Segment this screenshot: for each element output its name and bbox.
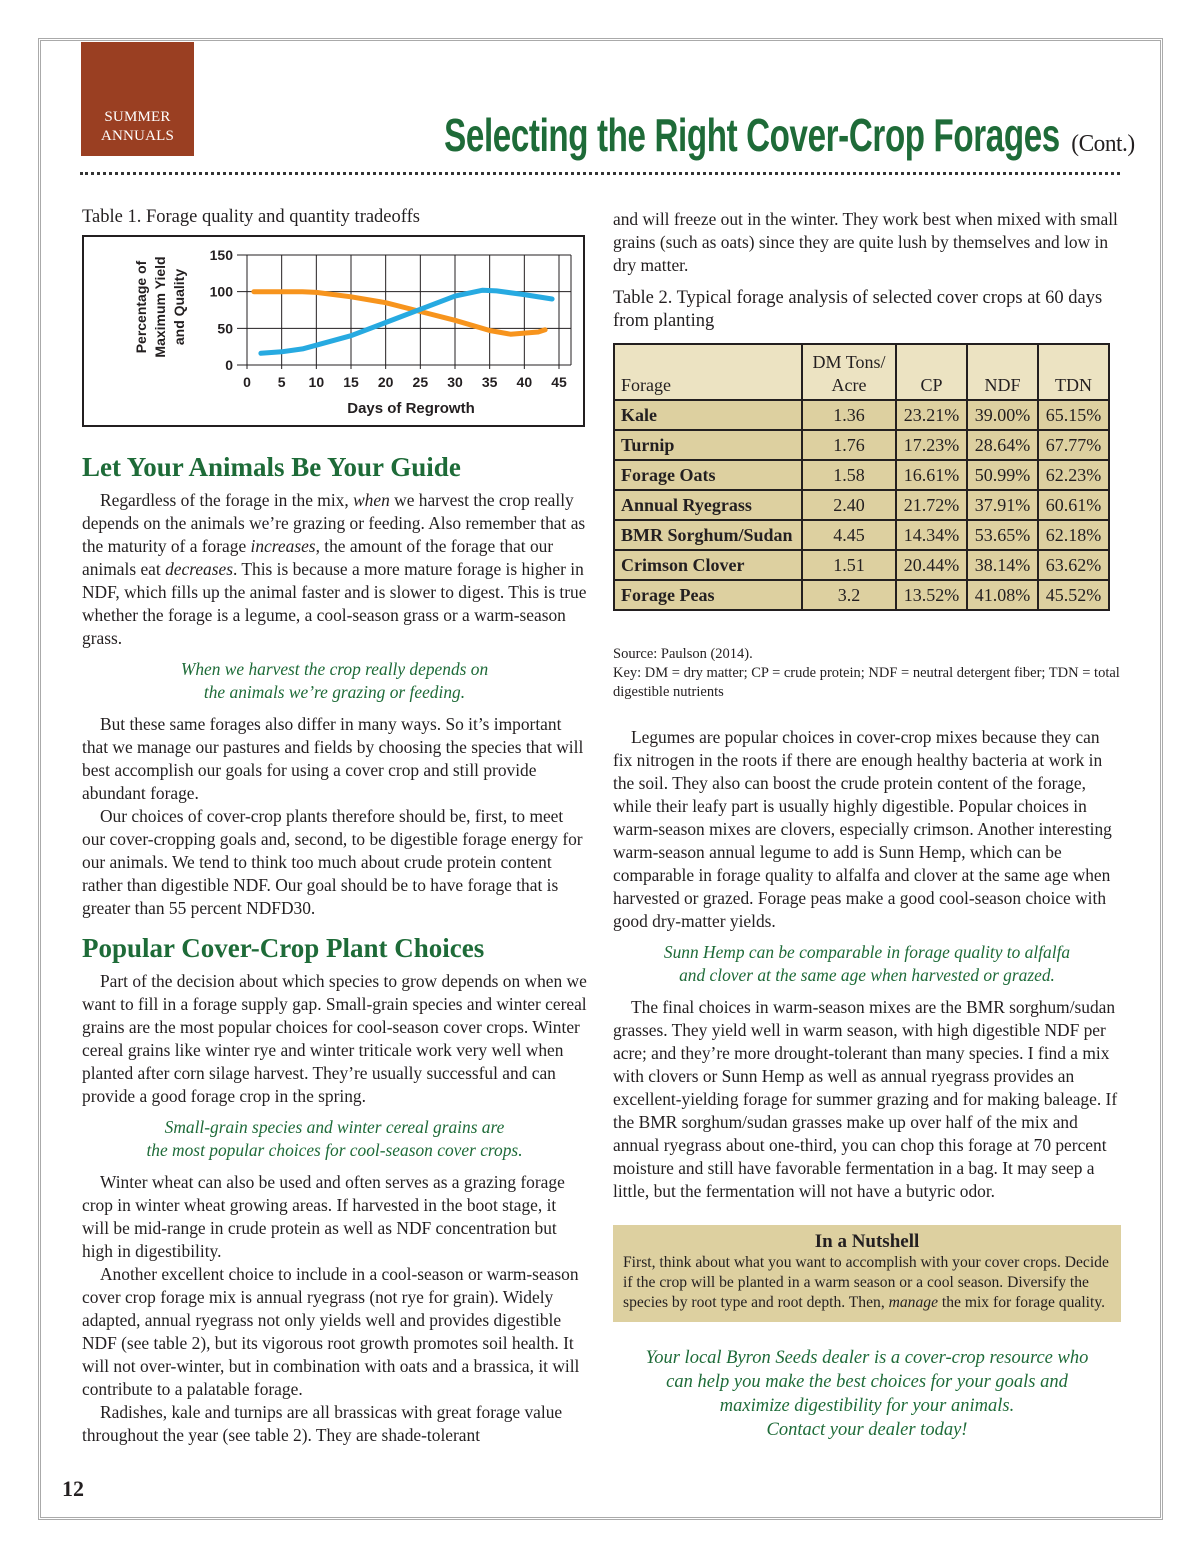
col-header: Forage <box>614 344 802 400</box>
table-cell: 1.58 <box>802 460 896 490</box>
table-cell: 13.52% <box>896 580 967 610</box>
paragraph: Regardless of the forage in the mix, when we harvest the crop really depends on the animals we’re grazing or feeding. Also remember that as the maturity of a forage increases, the amount of the forage that our animals eat decreases. This is because a more mature forage is higher in NDF, which fills up the animal faster and is slower to digest. This is true whether the forage is a legume, a cool-season grass or a warm-season grass. <box>82 490 587 648</box>
source-note: Source: Paulson (2014). <box>613 646 753 662</box>
y-axis-label: Maximum Yield <box>152 256 168 358</box>
table-cell: 1.76 <box>802 430 896 460</box>
heading-animals-guide: Let Your Animals Be Your Guide <box>82 452 461 482</box>
table2-caption: Table 2. Typical forage analysis of selected cover crops at 60 days from planting <box>613 288 1103 331</box>
table-cell: 41.08% <box>967 580 1038 610</box>
table-cell: 38.14% <box>967 550 1038 580</box>
y-axis-label: Percentage of <box>133 260 149 354</box>
table-cell: 60.61% <box>1038 490 1109 520</box>
table-cell: Crimson Clover <box>614 550 802 580</box>
x-tick-label: 20 <box>377 374 394 390</box>
table-cell: 17.23% <box>896 430 967 460</box>
title-suffix: (Cont.) <box>1071 131 1135 157</box>
table-cell: Annual Ryegrass <box>614 490 802 520</box>
table-cell: 45.52% <box>1038 580 1109 610</box>
table-cell: 65.15% <box>1038 400 1109 430</box>
table-cell: 63.62% <box>1038 550 1109 580</box>
title-text: Selecting the Right Cover-Crop Forages <box>443 109 1060 161</box>
caption-text: Forage quality and quantity tradeoffs <box>145 207 420 227</box>
forage-analysis-table <box>613 343 1110 611</box>
table-row <box>614 400 1109 430</box>
table-cell: 4.45 <box>802 520 896 550</box>
dealer-call-to-action: Your local Byron Seeds dealer is a cover-crop resource who can help you make the best choices for your goals and maximize digestibility for your animals. Contact your dealer today! <box>645 1348 1089 1440</box>
x-tick-label: 0 <box>243 374 251 390</box>
x-tick-label: 5 <box>277 374 286 390</box>
y-tick-label: 150 <box>209 247 233 263</box>
col-header: TDN <box>1038 344 1109 400</box>
table-cell: Kale <box>614 400 802 430</box>
table-cell: 28.64% <box>967 430 1038 460</box>
table-row <box>614 580 1109 610</box>
paragraph: Another excellent choice to include in a cool-season or warm-season cover crop forage mix is annual ryegrass (not rye for grain). Widely adapted, annual ryegrass not only yields well and provides digestible NDF (see table 2), but its vigorous root growth promotes soil health. It will not over-winter, but in combination with oats and a brassica, it will contribute to a palatable forage. <box>82 1264 580 1399</box>
x-tick-label: 15 <box>343 374 359 390</box>
x-tick-label: 30 <box>447 374 463 390</box>
table-cell: 67.77% <box>1038 430 1109 460</box>
nutshell-box <box>613 1225 1121 1322</box>
pull-quote: Small-grain species and winter cereal grains are the most popular choices for cool-season cover crops. <box>146 1117 523 1160</box>
table-cell: 16.61% <box>896 460 967 490</box>
right-column <box>613 208 1121 1442</box>
page-title <box>443 108 1135 162</box>
table-cell: Forage Oats <box>614 460 802 490</box>
chart-svg <box>84 237 583 425</box>
paragraph: But these same forages also differ in many ways. So it’s important that we manage our pastures and fields by choosing the species that will best accomplish our goals for using a cover crop and still provide abundant forage. <box>82 714 584 803</box>
paragraph: and will freeze out in the winter. They work best when mixed with small grains (such as oats) since they are quite lush by themselves and low in dry matter. <box>613 209 1118 275</box>
table-cell: 20.44% <box>896 550 967 580</box>
y-tick-label: 50 <box>217 320 233 337</box>
x-tick-label: 40 <box>516 374 533 390</box>
table-header-row <box>614 344 1109 400</box>
table-cell: 39.00% <box>967 400 1038 430</box>
paragraph: Our choices of cover-crop plants therefore should be, first, to meet our cover-cropping goals and, second, to be digestible forage energy for our animals. We tend to think too much about crude protein content rather than digestible NDF. Our goal should be to have forage that is greater than 55 percent NDFD30. <box>82 806 583 918</box>
series-line-1 <box>261 290 552 353</box>
table-cell: 21.72% <box>896 490 967 520</box>
table-cell: 62.18% <box>1038 520 1109 550</box>
pull-quote: When we harvest the crop really depends on the animals we’re grazing or feeding. <box>180 659 489 702</box>
table-cell: 14.34% <box>896 520 967 550</box>
key-note: Key: DM = dry matter; CP = crude protein; NDF = neutral detergent fiber; TDN = total digestible nutrients <box>613 665 1120 700</box>
table-notes <box>613 645 1121 702</box>
table-cell: 23.21% <box>896 400 967 430</box>
paragraph: Part of the decision about which species to grow depends on when we want to fill in a forage supply gap. Small-grain species and winter cereal grains are the most popular choices for cool-season cover crops. Winter cereal grains like winter rye and winter triticale work very well when planted after corn silage harvest. They’re usually successful and can provide a good forage crop in the spring. <box>82 971 587 1106</box>
y-tick-label: 0 <box>225 357 233 373</box>
table-cell: 3.2 <box>802 580 896 610</box>
table-cell: 50.99% <box>967 460 1038 490</box>
x-tick-label: 35 <box>481 374 498 390</box>
col-header: DM Tons/ Acre <box>802 344 896 400</box>
table-cell: BMR Sorghum/Sudan <box>614 520 802 550</box>
table-cell: 37.91% <box>967 490 1038 520</box>
table1-caption <box>82 206 587 229</box>
paragraph: Winter wheat can also be used and often serves as a grazing forage crop in winter wheat growing areas. If harvested in the boot stage, it will be mid-range in crude protein as well as NDF concentration but high in digestibility. <box>82 1172 565 1261</box>
section-tab-line: SUMMER <box>104 109 171 125</box>
heading-plant-choices: Popular Cover-Crop Plant Choices <box>82 933 485 963</box>
section-tab <box>81 42 194 156</box>
y-tick-label: 100 <box>209 283 233 300</box>
pull-quote: Sunn Hemp can be comparable in forage quality to alfalfa and clover at the same age when harvested or grazed. <box>663 942 1071 985</box>
paragraph: Radishes, kale and turnips are all brassicas with great forage value throughout the year (see table 2). They are shade-tolerant <box>82 1402 563 1445</box>
table-cell: Forage Peas <box>614 580 802 610</box>
nutshell-title: In a Nutshell <box>814 1231 920 1252</box>
x-tick-label: 45 <box>551 374 567 390</box>
paragraph: Legumes are popular choices in cover-crop mixes because they can fix nitrogen in the roots if there are enough healthy bacteria at work in the soil. They also can boost the crude protein content of the forage, while their leafy part is usually highly digestible. Popular choices in warm-season mixes are clovers, especially crimson. Another interesting warm-season annual legume to add is Sunn Hemp, which can be comparable in forage quality to alfalfa and clover at the same age when harvested or grazed. Forage peas make a good cool-season choice with good dry-matter yields. <box>613 727 1112 931</box>
col-header: NDF <box>967 344 1038 400</box>
col-header: CP <box>896 344 967 400</box>
chart <box>82 235 585 427</box>
table-row <box>614 520 1109 550</box>
series-line-0 <box>254 292 545 335</box>
table-cell: 53.65% <box>967 520 1038 550</box>
section-tab-line: ANNUALS <box>100 128 175 144</box>
x-tick-label: 10 <box>308 374 325 390</box>
table-cell: Turnip <box>614 430 802 460</box>
table-row <box>614 550 1109 580</box>
caption-label: Table 1. <box>82 207 142 227</box>
table-row <box>614 460 1109 490</box>
table-row <box>614 490 1109 520</box>
x-axis-label: Days of Regrowth <box>347 400 475 417</box>
nutshell-text: First, think about what you want to accomplish with your cover crops. Decide if the crop will be planted in a warm season or a cool season. Diversify the species by root type and root depth. Then, manage the mix for forage quality. <box>623 1254 1109 1311</box>
table-cell: 2.40 <box>802 490 896 520</box>
page-number: 12 <box>62 1476 84 1501</box>
table-cell: 1.51 <box>802 550 896 580</box>
table-row <box>614 430 1109 460</box>
left-column <box>82 206 587 1447</box>
table-cell: 1.36 <box>802 400 896 430</box>
paragraph: The final choices in warm-season mixes are the BMR sorghum/sudan grasses. They yield well in warm season, with high digestible NDF per acre; and they’re more drought-tolerant than many species. I find a mix with clovers or Sunn Hemp as well as annual ryegrass provides an excellent-yielding forage for summer grazing and for making baleage. If the BMR sorghum/sudan grasses make up over half of the mix and annual ryegrass about one-third, you can chop this forage at 70 percent moisture and still have favorable fermentation in a bag. It may seep a little, but the fermentation will not have a butyric odor. <box>613 997 1118 1201</box>
y-axis-label: and Quality <box>171 268 187 346</box>
dotted-divider <box>80 172 1120 175</box>
x-tick-label: 25 <box>412 374 429 390</box>
table-cell: 62.23% <box>1038 460 1109 490</box>
